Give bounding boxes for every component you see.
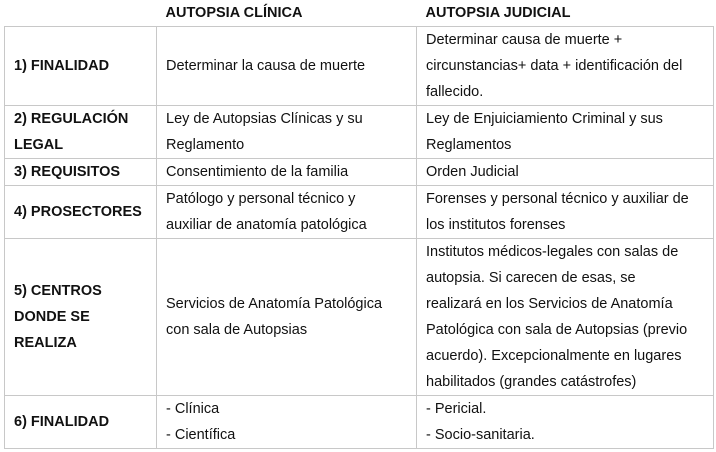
- row-label-line: 3) REQUISITOS: [14, 164, 121, 180]
- judicial-line: Reglamentos: [426, 137, 512, 153]
- header-empty-cell: [5, 0, 157, 27]
- judicial-line: - Socio-sanitaria.: [426, 427, 535, 443]
- judicial-line: realizará en los Servicios de Anatomía: [426, 296, 673, 312]
- clinica-cell: [157, 159, 417, 186]
- clinica-line: Determinar la causa de muerte: [166, 58, 366, 74]
- judicial-line: Orden Judicial: [426, 164, 519, 180]
- judicial-line: Determinar causa de muerte +: [426, 32, 623, 48]
- judicial-cell: [417, 396, 714, 449]
- clinica-cell: [157, 186, 417, 239]
- row-label-cell: [5, 396, 157, 449]
- table-row: [5, 106, 714, 159]
- table-row: [5, 239, 714, 396]
- judicial-line: autopsia. Si carecen de esas, se: [426, 270, 636, 286]
- judicial-cell: [417, 106, 714, 159]
- row-label-cell: [5, 239, 157, 396]
- clinica-line: - Clínica: [166, 401, 220, 417]
- clinica-line: Patólogo y personal técnico y: [166, 191, 356, 207]
- judicial-cell: [417, 159, 714, 186]
- row-label-line: 5) CENTROS: [14, 283, 102, 299]
- table-row: [5, 396, 714, 449]
- judicial-line: circunstancias+ data + identificación del: [426, 58, 683, 74]
- header-autopsia-judicial: AUTOPSIA JUDICIAL: [425, 5, 571, 21]
- clinica-cell: [157, 396, 417, 449]
- judicial-cell: [417, 27, 714, 106]
- row-label-line: 4) PROSECTORES: [14, 204, 142, 220]
- judicial-line: los institutos forenses: [426, 217, 566, 233]
- row-label-line: 1) FINALIDAD: [14, 58, 110, 74]
- clinica-cell: [157, 239, 417, 396]
- judicial-line: Forenses y personal técnico y auxiliar de: [426, 191, 689, 207]
- clinica-line: Reglamento: [166, 137, 245, 153]
- table-row: [5, 159, 714, 186]
- judicial-cell: [417, 239, 714, 396]
- header-row: [5, 0, 714, 27]
- row-label-cell: [5, 159, 157, 186]
- judicial-line: habilitados (grandes catástrofes): [426, 374, 637, 390]
- row-label-line: 6) FINALIDAD: [14, 414, 110, 430]
- table-row: [5, 186, 714, 239]
- judicial-line: Patológica con sala de Autopsias (previo: [426, 322, 688, 338]
- judicial-cell: [417, 186, 714, 239]
- clinica-cell: [157, 106, 417, 159]
- clinica-line: con sala de Autopsias: [166, 322, 308, 338]
- clinica-line: Ley de Autopsias Clínicas y su: [166, 111, 363, 127]
- clinica-line: auxiliar de anatomía patológica: [166, 217, 367, 233]
- clinica-line: Servicios de Anatomía Patológica: [166, 296, 383, 312]
- header-autopsia-clinica: AUTOPSIA CLÍNICA: [165, 5, 303, 21]
- clinica-cell: [157, 27, 417, 106]
- row-label-line: 2) REGULACIÓN: [14, 111, 129, 127]
- row-label-cell: [5, 106, 157, 159]
- judicial-line: acuerdo). Excepcionalmente en lugares: [426, 348, 682, 364]
- clinica-line: - Científica: [166, 427, 236, 443]
- table-row: [5, 27, 714, 106]
- row-label-cell: [5, 27, 157, 106]
- judicial-line: - Pericial.: [426, 401, 487, 417]
- clinica-line: Consentimiento de la familia: [166, 164, 349, 180]
- judicial-line: Institutos médicos-legales con salas de: [426, 244, 679, 260]
- row-label-cell: [5, 186, 157, 239]
- comparison-table: [4, 0, 714, 449]
- judicial-line: fallecido.: [426, 84, 484, 100]
- row-label-line: REALIZA: [14, 335, 77, 351]
- judicial-line: Ley de Enjuiciamiento Criminal y sus: [426, 111, 663, 127]
- table-body: [5, 27, 714, 449]
- row-label-line: DONDE SE: [14, 309, 90, 325]
- row-label-line: LEGAL: [14, 137, 64, 153]
